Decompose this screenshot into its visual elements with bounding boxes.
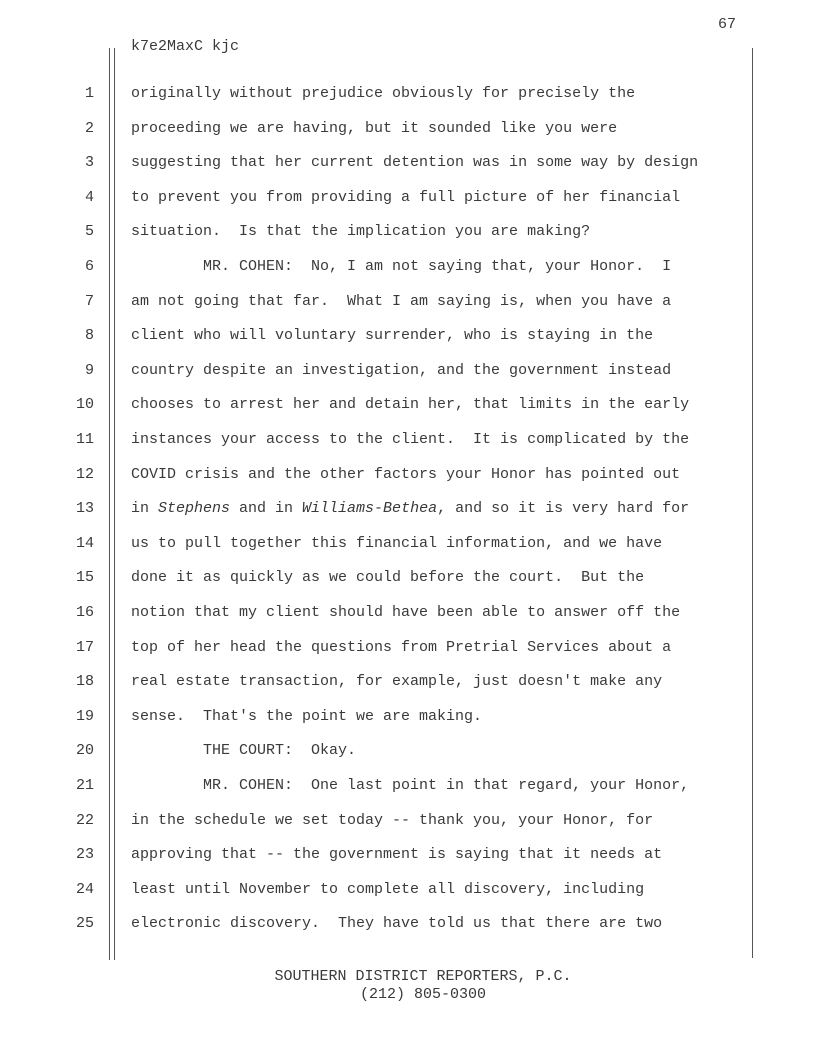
line-text	[131, 915, 662, 932]
transcript-line	[0, 569, 816, 589]
line-text	[131, 362, 671, 379]
reporter-phone: (212) 805-0300	[359, 986, 487, 1003]
transcript-line	[0, 777, 816, 797]
line-text	[131, 466, 680, 483]
line-text-segment: chooses to arrest her and detain her, that limits in the early	[131, 396, 690, 414]
line-text-segment: least until November to complete all discovery, including	[131, 880, 645, 898]
line-text-segment: top of her head the questions from Pretrial Services about a	[131, 638, 672, 656]
line-text	[131, 639, 671, 656]
line-text-segment: and in	[230, 500, 303, 518]
line-number: 10	[75, 396, 94, 414]
line-text	[131, 604, 680, 621]
case-id: k7e2MaxC kjc	[131, 38, 240, 55]
line-number: 7	[84, 292, 94, 310]
line-text-segment: sense. That's the point we are making.	[131, 707, 483, 725]
line-number: 25	[75, 915, 94, 933]
transcript-line	[0, 673, 816, 693]
transcript-line	[0, 189, 816, 209]
line-text-segment: COVID crisis and the other factors your Honor has pointed out	[131, 465, 681, 483]
line-text	[131, 708, 482, 725]
line-text	[131, 535, 662, 552]
line-text	[131, 431, 689, 448]
footer	[0, 968, 816, 1004]
line-number: 21	[75, 777, 94, 794]
line-number: 8	[84, 327, 94, 345]
line-number: 15	[75, 569, 94, 587]
line-text-segment: approving that -- the government is saying that it needs at	[131, 846, 663, 864]
line-number: 9	[84, 361, 94, 379]
reporter-name: SOUTHERN DISTRICT REPORTERS, P.C.	[274, 968, 572, 985]
line-number: 11	[75, 431, 94, 448]
line-text	[131, 569, 644, 586]
line-text-segment: situation. Is that the implication you are making?	[131, 223, 591, 241]
line-number: 5	[84, 223, 94, 241]
page-number: 67	[718, 16, 737, 33]
line-text	[131, 258, 671, 275]
transcript-line	[0, 431, 816, 451]
line-text	[131, 673, 662, 690]
case-citation: Stephens	[158, 500, 231, 518]
transcript-line	[0, 120, 816, 140]
line-text	[131, 223, 590, 240]
line-number: 13	[75, 500, 94, 518]
line-text	[131, 881, 644, 898]
line-text-segment: client who will voluntary surrender, who is staying in the	[131, 327, 654, 345]
line-text	[131, 846, 662, 863]
line-text-segment: real estate transaction, for example, just doesn't make any	[131, 673, 663, 691]
line-number: 1	[84, 85, 94, 102]
line-text-segment: THE COURT: Okay.	[131, 742, 357, 760]
line-number: 2	[84, 119, 94, 137]
line-text-segment: originally without prejudice obviously for precisely the	[131, 85, 636, 102]
line-text	[131, 85, 635, 102]
line-text	[131, 293, 671, 310]
line-text-segment: in	[131, 500, 159, 518]
line-number: 19	[75, 707, 94, 725]
line-text-segment: proceeding we are having, but it sounded like you were	[131, 119, 618, 137]
line-number: 16	[75, 604, 94, 621]
line-text-segment: in the schedule we set today -- thank you, your Honor, for	[131, 811, 654, 829]
line-number: 14	[75, 534, 94, 552]
transcript-line	[0, 915, 816, 935]
line-text-segment: country despite an investigation, and the government instead	[131, 361, 672, 379]
line-number: 3	[84, 154, 94, 172]
transcript-line	[0, 223, 816, 243]
line-number: 24	[75, 880, 94, 898]
line-number: 17	[75, 638, 94, 656]
line-text	[131, 189, 680, 206]
line-number: 4	[84, 188, 94, 206]
line-text-segment: electronic discovery. They have told us that there are two	[131, 915, 663, 933]
line-text	[131, 154, 698, 171]
transcript-line	[0, 85, 816, 105]
transcript-line	[0, 258, 816, 278]
line-number: 20	[75, 742, 94, 760]
line-number: 12	[75, 465, 94, 483]
line-text-segment: , and so it is very hard for	[437, 500, 690, 518]
line-number: 18	[75, 673, 94, 691]
transcript-line	[0, 812, 816, 832]
line-text-segment: suggesting that her current detention was in some way by design	[131, 154, 699, 172]
transcript-line	[0, 742, 816, 762]
line-text-segment: MR. COHEN: No, I am not saying that, your Honor. I	[131, 258, 672, 275]
transcript-line	[0, 535, 816, 555]
transcript-line	[0, 604, 816, 624]
line-text	[131, 396, 689, 413]
line-number: 6	[84, 258, 94, 275]
line-number: 22	[75, 811, 94, 829]
transcript-line	[0, 293, 816, 313]
line-text-segment: us to pull together this financial information, and we have	[131, 534, 663, 552]
case-citation: Williams-Bethea	[302, 500, 438, 518]
line-text-segment: done it as quickly as we could before the court. But the	[131, 569, 645, 587]
line-text	[131, 120, 617, 137]
line-number: 23	[75, 846, 94, 864]
line-text-segment: notion that my client should have been able to answer off the	[131, 604, 681, 621]
transcript-line	[0, 708, 816, 728]
transcript-line	[0, 500, 816, 520]
line-text-segment: to prevent you from providing a full picture of her financial	[131, 188, 681, 206]
transcript-line	[0, 327, 816, 347]
transcript-line	[0, 362, 816, 382]
transcript-line	[0, 466, 816, 486]
line-text	[131, 327, 653, 344]
transcript-line	[0, 396, 816, 416]
line-text	[131, 500, 689, 517]
line-text	[131, 812, 653, 829]
line-text	[131, 742, 356, 759]
line-text-segment: am not going that far. What I am saying is, when you have a	[131, 292, 672, 310]
transcript-line	[0, 154, 816, 174]
transcript-line	[0, 881, 816, 901]
line-text-segment: MR. COHEN: One last point in that regard, your Honor,	[131, 777, 690, 794]
transcript-line	[0, 639, 816, 659]
line-text	[131, 777, 689, 794]
line-text-segment: instances your access to the client. It is complicated by the	[131, 431, 690, 448]
transcript-line	[0, 846, 816, 866]
